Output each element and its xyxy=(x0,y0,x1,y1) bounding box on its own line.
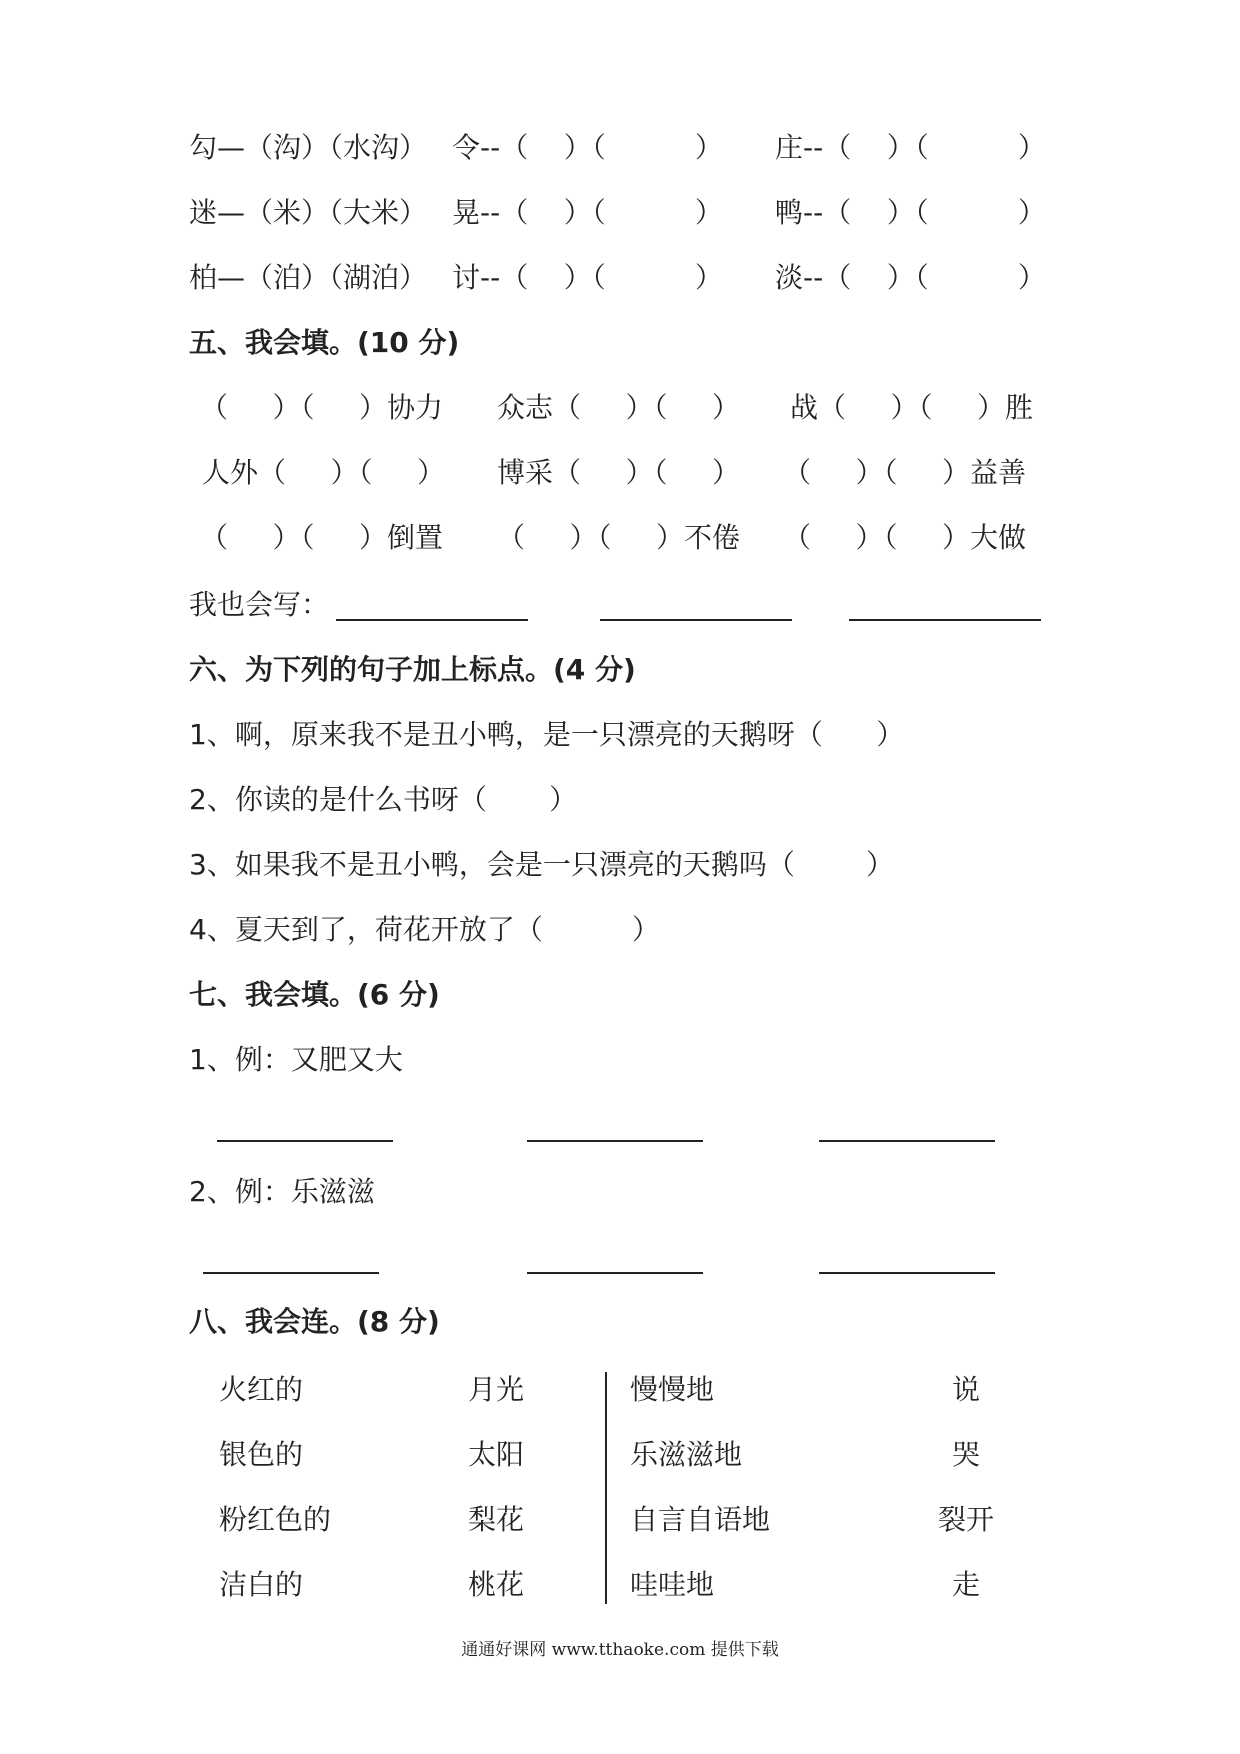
answer-line[interactable] xyxy=(819,1140,995,1142)
answer-line[interactable] xyxy=(203,1272,379,1274)
sec4-blank: 讨--（ ）（ ） xyxy=(452,261,723,294)
match-left-word[interactable]: 洁白的 xyxy=(219,1568,304,1601)
write-line[interactable] xyxy=(600,619,792,621)
sec4-blank: 淡--（ ）（ ） xyxy=(775,261,1046,294)
example-text: 1、例：又肥又大 xyxy=(189,1043,403,1076)
sec5-row-3 xyxy=(0,518,1240,558)
footer-credit: 通通好课网 www.tthaoke.com 提供下载 xyxy=(461,1640,779,1660)
sec4-blank: 令--（ ）（ ） xyxy=(452,131,723,164)
sec4-example: 柏—（泊）（湖泊） xyxy=(189,261,428,294)
match-left-noun[interactable]: 太阳 xyxy=(468,1438,525,1471)
idiom-blank: （ ）（ ）益善 xyxy=(783,456,1027,489)
sec5-row-1 xyxy=(0,388,1240,428)
match-row xyxy=(0,1500,1240,1540)
match-left-noun[interactable]: 梨花 xyxy=(468,1503,525,1536)
write-line[interactable] xyxy=(336,619,528,621)
idiom-blank: 人外（ ）（ ） xyxy=(202,456,446,489)
match-right-word[interactable]: 慢慢地 xyxy=(630,1373,715,1406)
idiom-blank: （ ）（ ）协力 xyxy=(200,391,444,424)
answer-line[interactable] xyxy=(527,1272,703,1274)
sec7-example-2 xyxy=(0,1172,1240,1212)
idiom-blank: （ ）（ ）大做 xyxy=(783,521,1027,554)
sec6-title: 六、为下列的句子加上标点。(4 分) xyxy=(189,653,636,686)
sec4-row-1 xyxy=(0,128,1240,168)
match-right-verb[interactable]: 裂开 xyxy=(938,1503,995,1536)
sec4-blank: 鸭--（ ）（ ） xyxy=(775,196,1046,229)
match-row xyxy=(0,1435,1240,1475)
write-label: 我也会写： xyxy=(189,588,330,621)
punctuation-sentence: 3、如果我不是丑小鸭，会是一只漂亮的天鹅吗（ ） xyxy=(189,848,895,881)
punctuation-sentence: 4、夏天到了，荷花开放了（ ） xyxy=(189,913,660,946)
sec4-example: 迷—（米）（大米） xyxy=(189,196,428,229)
idiom-blank: 博采（ ）（ ） xyxy=(497,456,741,489)
match-left-word[interactable]: 火红的 xyxy=(219,1373,304,1406)
sec4-blank: 庄--（ ）（ ） xyxy=(775,131,1046,164)
match-left-word[interactable]: 银色的 xyxy=(219,1438,304,1471)
punctuation-sentence: 1、啊，原来我不是丑小鸭，是一只漂亮的天鹅呀（ ） xyxy=(189,718,905,751)
sec6-item xyxy=(0,910,1240,950)
write-line[interactable] xyxy=(849,619,1041,621)
sec7-example-1 xyxy=(0,1040,1240,1080)
idiom-blank: （ ）（ ）不倦 xyxy=(497,521,741,554)
match-left-word[interactable]: 粉红色的 xyxy=(219,1503,332,1536)
sec8-heading-row xyxy=(0,1302,1240,1342)
match-row xyxy=(0,1370,1240,1410)
match-row xyxy=(0,1565,1240,1605)
sec4-row-2 xyxy=(0,193,1240,233)
sec6-item xyxy=(0,715,1240,755)
answer-line[interactable] xyxy=(819,1272,995,1274)
match-left-noun[interactable]: 桃花 xyxy=(468,1568,525,1601)
sec4-example: 勾—（沟）（水沟） xyxy=(189,131,428,164)
sec4-blank: 晃--（ ）（ ） xyxy=(452,196,723,229)
idiom-blank: 战（ ）（ ）胜 xyxy=(790,391,1034,424)
match-right-verb[interactable]: 哭 xyxy=(952,1438,981,1471)
example-text: 2、例：乐滋滋 xyxy=(189,1175,375,1208)
sec5-title: 五、我会填。(10 分) xyxy=(189,326,460,359)
match-left-noun[interactable]: 月光 xyxy=(468,1373,525,1406)
match-right-word[interactable]: 乐滋滋地 xyxy=(630,1438,743,1471)
sec5-heading-row xyxy=(0,323,1240,363)
sec6-heading-row xyxy=(0,650,1240,690)
sec6-item xyxy=(0,845,1240,885)
idiom-blank: 众志（ ）（ ） xyxy=(497,391,741,424)
answer-line[interactable] xyxy=(527,1140,703,1142)
match-right-word[interactable]: 自言自语地 xyxy=(630,1503,771,1536)
sec7-heading-row xyxy=(0,975,1240,1015)
sec5-row-2 xyxy=(0,453,1240,493)
match-right-word[interactable]: 哇哇地 xyxy=(630,1568,715,1601)
answer-line[interactable] xyxy=(217,1140,393,1142)
sec6-item xyxy=(0,780,1240,820)
sec4-row-3 xyxy=(0,258,1240,298)
sec7-title: 七、我会填。(6 分) xyxy=(189,978,440,1011)
sec8-title: 八、我会连。(8 分) xyxy=(189,1305,440,1338)
match-right-verb[interactable]: 走 xyxy=(952,1568,981,1601)
punctuation-sentence: 2、你读的是什么书呀（ ） xyxy=(189,783,578,816)
idiom-blank: （ ）（ ）倒置 xyxy=(200,521,444,554)
match-divider xyxy=(605,1372,607,1604)
match-right-verb[interactable]: 说 xyxy=(952,1373,981,1406)
